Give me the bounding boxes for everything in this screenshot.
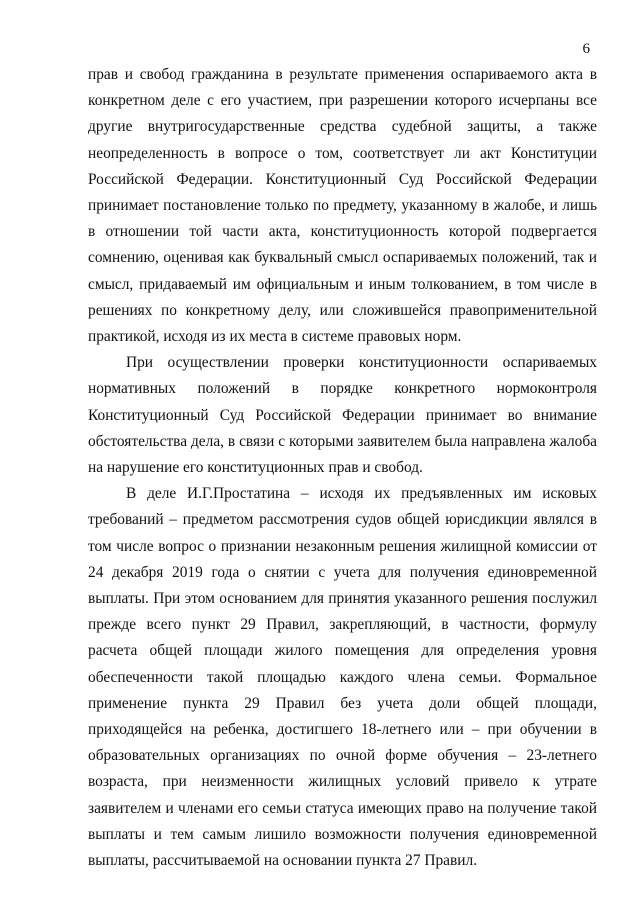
document-body <box>88 62 597 874</box>
page-number: 6 <box>582 41 590 57</box>
paragraph-prostatin-case: В деле И.Г.Простатина – исходя их предъявленных им исковых требований – предметом рассмотрения судов общей юрисдикции являлся в том числе вопрос о признании незаконным решения жилищной комиссии от 24 декабря 2019 года о снятии с учета для получения единовременной выплаты. При этом основанием для принятия указанного решения послужил прежде всего пункт 29 Правил, закрепляющий, в частности, формулу расчета общей площади жилого помещения для определения уровня обеспеченности такой площадью каждого члена семьи. Формальное применение пункта 29 Правил без учета доли общей площади, приходящейся на ребенка, достигшего 18-летнего или – при обучении в образовательных организациях по очной форме обучения – 23-летнего возраста, при неизменности жилищных условий привело к утрате заявителем и членами его семьи статуса имеющих право на получение такой выплаты и тем самым лишило возможности получения единовременной выплаты, рассчитываемой на основании пункта 27 Правил. <box>88 485 597 870</box>
paragraph-review-circumstances: При осуществлении проверки конституционности оспариваемых нормативных положений в порядке конкретного нормоконтроля Конституционный Суд Российской Федерации принимает во внимание обстоятельства дела, в связи с которыми заявителем была направлена жалоба на нарушение его конституционных прав и свобод. <box>88 354 597 477</box>
paragraph-continuation: прав и свобод гражданина в результате применения оспариваемого акта в конкретном деле с его участием, при разрешении которого исчерпаны все другие внутригосударственные средства судебной защиты, а также неопределенность в вопросе о том, соответствует ли акт Конституции Российской Федерации. Конституционный Суд Российской Федерации принимает постановление только по предмету, указанному в жалобе, и лишь в отношении той части акта, конституционность которой подвергается сомнению, оценивая как буквальный смысл оспариваемых положений, так и смысл, придаваемый им официальным и иным толкованием, в том числе в решениях по конкретному делу, или сложившейся правоприменительной практикой, исходя из их места в системе правовых норм. <box>88 66 597 346</box>
